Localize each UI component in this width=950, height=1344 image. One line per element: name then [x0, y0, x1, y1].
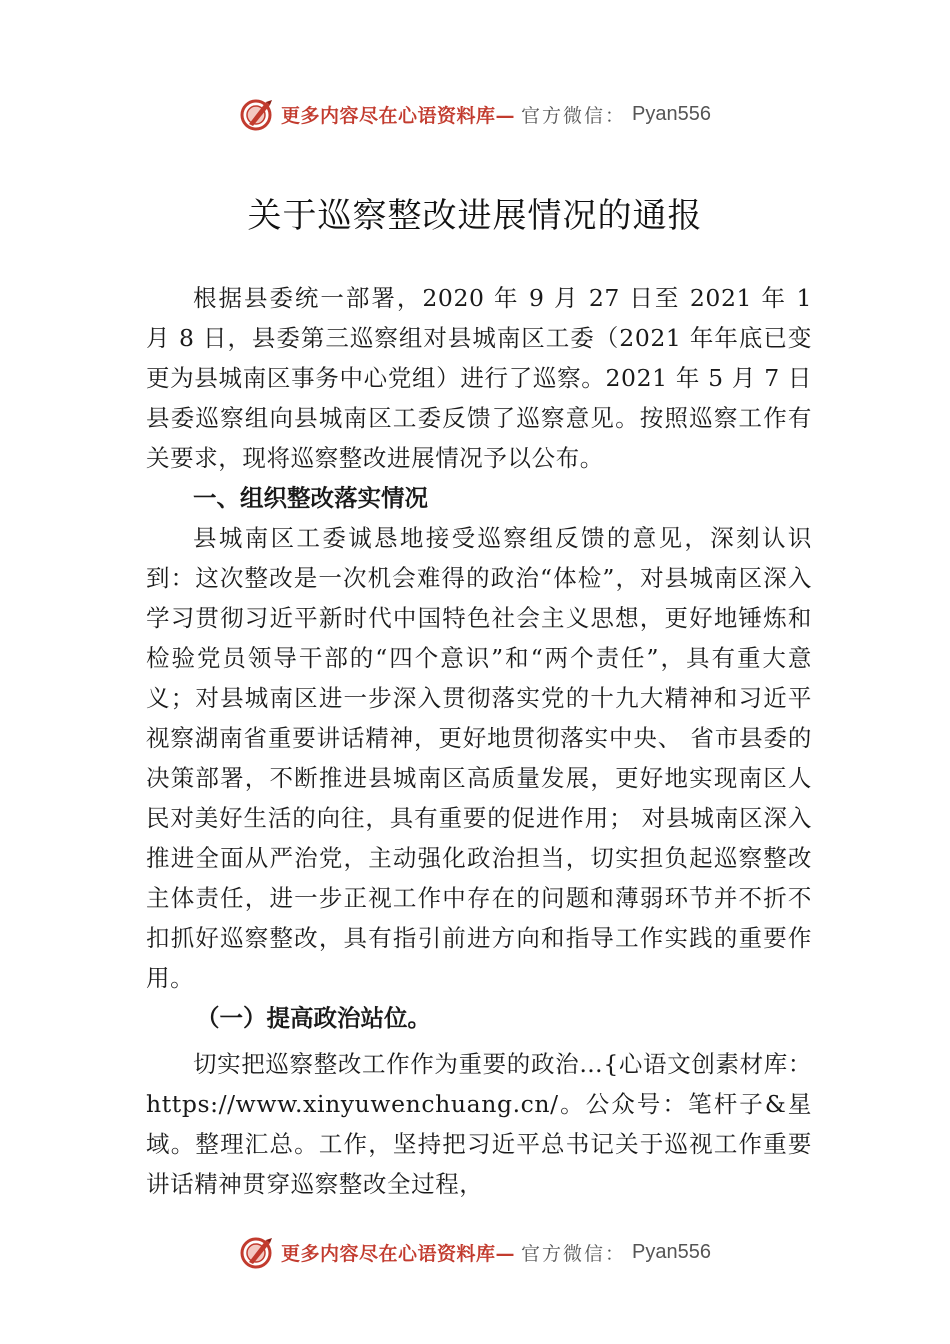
document-title: 关于巡察整改进展情况的通报	[247, 196, 703, 236]
brand-text: 更多内容尽在心语资料库—	[281, 1242, 516, 1265]
document-body	[146, 278, 812, 1204]
intro-paragraph: 根据县委统一部署，2020 年 9 月 27 日至 2021 年 1 月 8 日，县委第三巡察组对县城南区工委（2021 年年底已变更为县城南区事务中心党组）进行了巡察。2021 年 5 月 7 日县委巡察组向县城南区工委反馈了巡察意见。按照巡察工作有关要求，现将巡察整改进展情况予以公布。	[146, 284, 812, 472]
subsection-heading: （一）提高政治站位。	[196, 1004, 431, 1032]
header-watermark-banner	[0, 94, 950, 134]
wechat-label: 官方微信：	[521, 104, 627, 127]
brand-text: 更多内容尽在心语资料库—	[281, 104, 516, 127]
wechat-label: 官方微信：	[521, 1242, 627, 1265]
subsection-paragraph: 切实把巡察整改工作作为重要的政治…{心语文创素材库：https://www.xinyuwenchuang.cn/。公众号：笔杆子&星域。整理汇总。工作，坚持把习近平总书记关于巡视工作重要讲话精神贯穿巡察整改全过程，	[146, 1050, 812, 1198]
pen-nib-logo-icon	[239, 1234, 275, 1270]
section-heading: 一、组织整改落实情况	[193, 484, 428, 512]
section-paragraph: 县城南区工委诚恳地接受巡察组反馈的意见，深刻认识到：这次整改是一次机会难得的政治“体检”，对县城南区深入学习贯彻习近平新时代中国特色社会主义思想，更好地锤炼和检验党员领导干部的“四个意识”和“两个责任”，具有重大意义；对县城南区进一步深入贯彻落实党的十九大精神和习近平视察湖南省重要讲话精神，更好地贯彻落实中央、 省市县委的决策部署，不断推进县城南区高质量发展，更好地实现南区人民对美好生活的向往，具有重要的促进作用； 对县城南区深入推进全面从严治党，主动强化政治担当，切实担负起巡察整改主体责任，进一步正视工作中存在的问题和薄弱环节并不折不扣抓好巡察整改，具有指引前进方向和指导工作实践的重要作用。	[146, 524, 812, 992]
pen-nib-logo-icon	[239, 96, 275, 132]
wechat-id: Pyan556	[632, 1240, 711, 1263]
footer-watermark-banner	[0, 1232, 950, 1272]
wechat-id: Pyan556	[632, 102, 711, 125]
